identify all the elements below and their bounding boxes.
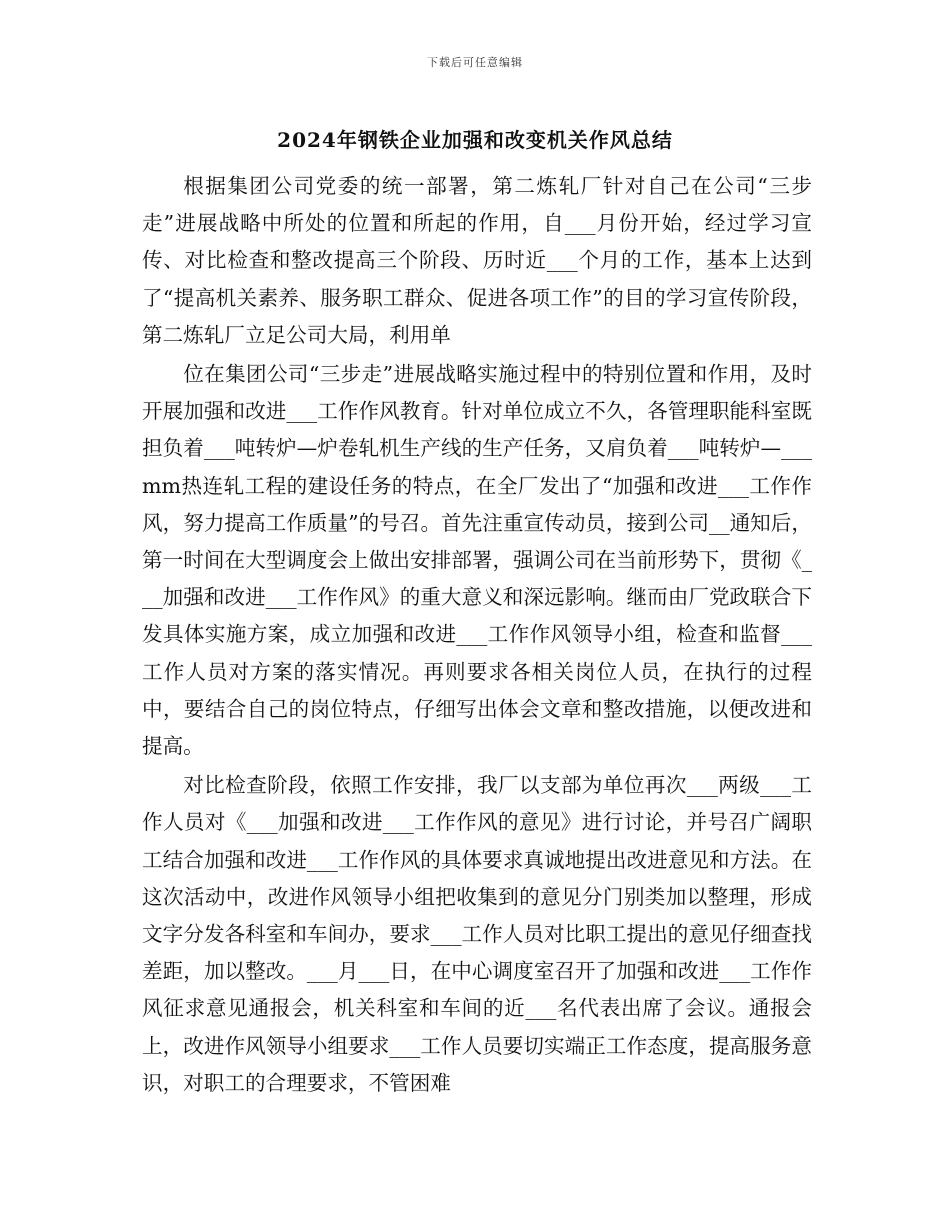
document-title: 2024年钢铁企业加强和改变机关作风总结 [277, 128, 673, 152]
paragraph-3: 对比检查阶段，依照工作安排，我厂以支部为单位再次___两级___工作人员对《___加强和改进___工作作风的意见》进行讨论，并号召广阔职工结合加强和改进___工作作风的具体要求真诚地提出改进意见和方法。在这次活动中，改进作风领导小组把收集到的意见分门别类加以整理，形成文字分发各科室和车间办，要求___工作人员对比职工提出的意见仔细查找差距，加以整改。___月___日，在中心调度室召开了加强和改进___工作作风征求意见通报会，机关科室和车间的近___名代表出席了会议。通报会上，改进作风领导小组要求___工作人员要切实端正工作态度，提高服务意识，对职工的合理要求，不管困难 [142, 773, 812, 1095]
paragraph-2: 位在集团公司“三步走”进展战略实施过程中的特别位置和作用，及时开展加强和改进___工作作风教育。针对单位成立不久，各管理职能科室既担负着___吨转炉—炉卷轧机生产线的生产任务，又肩负着___吨转炉—___mm热连轧工程的建设任务的特点，在全厂发出了“加强和改进___工作作风，努力提高工作质量”的号召。首先注重宣传动员，接到公司__通知后，第一时间在大型调度会上做出安排部署，强调公司在当前形势下，贯彻《___加强和改进___工作作风》的重大意义和深远影响。继而由厂党政联合下发具体实施方案，成立加强和改进___工作作风领导小组，检查和监督___工作人员对方案的落实情况。再则要求各相关岗位人员，在执行的过程中，要结合自己的岗位特点，仔细写出体会文章和整改措施，以便改进和提高。 [142, 362, 812, 759]
header-note: 下载后可任意编辑 [427, 56, 523, 69]
paragraph-1: 根据集团公司党委的统一部署，第二炼轧厂针对自己在公司“三步走”进展战略中所处的位置和所起的作用，自___月份开始，经过学习宣传、对比检查和整改提高三个阶段、历时近___个月的工作，基本上达到了“提高机关素养、服务职工群众、促进各项工作”的目的学习宣传阶段，第二炼轧厂立足公司大局，利用单 [142, 174, 812, 347]
document-body [142, 168, 812, 1104]
